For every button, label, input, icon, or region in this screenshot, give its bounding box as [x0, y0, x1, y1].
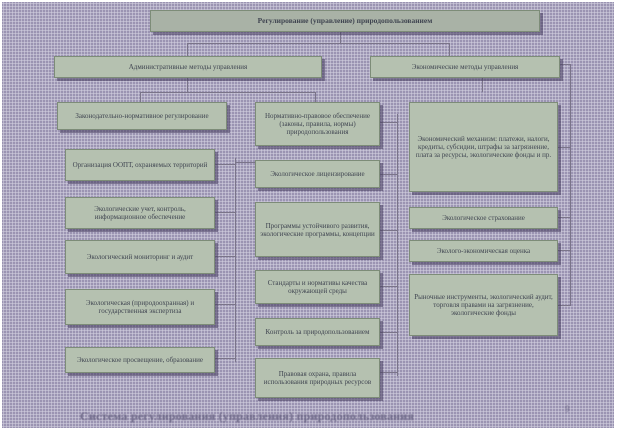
left-box-3-text: Экологический мониторинг и аудит — [86, 253, 194, 261]
connector-right-1 — [558, 147, 570, 148]
diagram-title — [150, 10, 540, 32]
connector-right-2 — [558, 217, 570, 218]
right-box-2-text: Экологическое страхование — [442, 214, 525, 222]
connector-left-2 — [215, 212, 235, 213]
left-box-4-text: Экологическая (природоохранная) и государственная экспертиза — [85, 299, 195, 315]
middle-box-6-text: Правовая охрана, правила использования природных ресурсов — [263, 370, 372, 386]
slide-caption: Система регулирования (управления) природопользования — [80, 409, 415, 423]
legal-regulation-box — [57, 102, 227, 130]
middle-box-2 — [255, 160, 380, 188]
left-box-5-text: Экологическое просвещение, образование — [77, 356, 203, 364]
middle-box-5-text: Контроль за природопользованием — [265, 328, 370, 336]
middle-box-3-text: Программы устойчивого развития, экологические программы, концепции — [260, 221, 375, 238]
connector-left-5 — [215, 358, 235, 359]
page-number: 9 — [565, 404, 570, 414]
right-box-2 — [409, 207, 558, 229]
connector-title-down — [340, 31, 341, 43]
right-box-4-text: Рыночные инструменты, экологический аудит, торговля правами на загрязнение, экологические фонды — [414, 293, 553, 317]
right-box-1-text: Экономический механизм: платежи, налоги, кредиты, субсидии, штрафы за загрязнение, плата за ресурсы, экологические фонды и пр. — [415, 135, 552, 159]
middle-box-1-text: Нормативно-правовое обеспечение (законы, правила, нормы) природопользования — [264, 112, 371, 136]
left-box-2-text: Экологические учет, контроль, информационное обеспечение — [94, 205, 186, 221]
connector-middle-1 — [380, 122, 397, 123]
connector-middle-6 — [380, 372, 397, 373]
right-box-3 — [409, 240, 558, 262]
connector-middle-5 — [380, 332, 397, 333]
connector-left-4 — [215, 304, 235, 305]
right-box-4 — [409, 274, 558, 336]
middle-box-4 — [255, 270, 380, 304]
econ-methods-text: Экономические методы управления — [411, 63, 519, 71]
connector-spine-middle — [235, 162, 255, 163]
middle-box-5 — [255, 318, 380, 346]
left-box-1 — [65, 149, 215, 181]
left-box-5 — [65, 347, 215, 373]
connector-middle-down — [315, 92, 316, 102]
middle-box-4-text: Стандарты и нормативы качества окружающей среды — [267, 279, 368, 295]
connector-top-branch — [187, 43, 449, 44]
connector-admin-branch — [140, 92, 315, 93]
connector-left-branch — [187, 43, 188, 56]
connector-left-3 — [215, 256, 235, 257]
middle-box-3 — [255, 202, 380, 257]
connector-admin-down — [187, 78, 188, 92]
left-box-3 — [65, 240, 215, 274]
left-box-4 — [65, 289, 215, 325]
diagram-title-text: Регулирование (управление) природопользованием — [257, 16, 433, 25]
connector-right-bracket — [558, 64, 571, 306]
connector-middle-4 — [380, 286, 397, 287]
connector-middle-2 — [380, 174, 397, 175]
middle-box-6 — [255, 358, 380, 398]
connector-middle-3 — [380, 230, 397, 231]
connector-left-spine — [235, 158, 236, 362]
connector-econ-down — [482, 78, 483, 92]
connector-right-branch — [449, 43, 450, 56]
connector-middle-spine — [397, 114, 398, 376]
admin-methods-box — [54, 56, 322, 78]
slide-background — [2, 2, 614, 428]
right-box-1 — [409, 102, 558, 192]
right-box-3-text: Эколого-экономическая оценка — [436, 247, 531, 255]
middle-box-2-text: Экологическое лицензирование — [270, 170, 365, 178]
connector-left-1 — [215, 164, 235, 165]
middle-box-1 — [255, 102, 380, 146]
connector-legal-down — [140, 92, 141, 102]
left-box-2 — [65, 197, 215, 229]
econ-methods-box — [370, 56, 560, 78]
connector-right-3 — [558, 250, 570, 251]
legal-regulation-text: Законодательно-нормативное регулирование — [75, 112, 209, 120]
left-box-1-text: Организация ООПТ, охраняемых территорий — [72, 161, 208, 169]
admin-methods-text: Административные методы управления — [128, 63, 248, 71]
